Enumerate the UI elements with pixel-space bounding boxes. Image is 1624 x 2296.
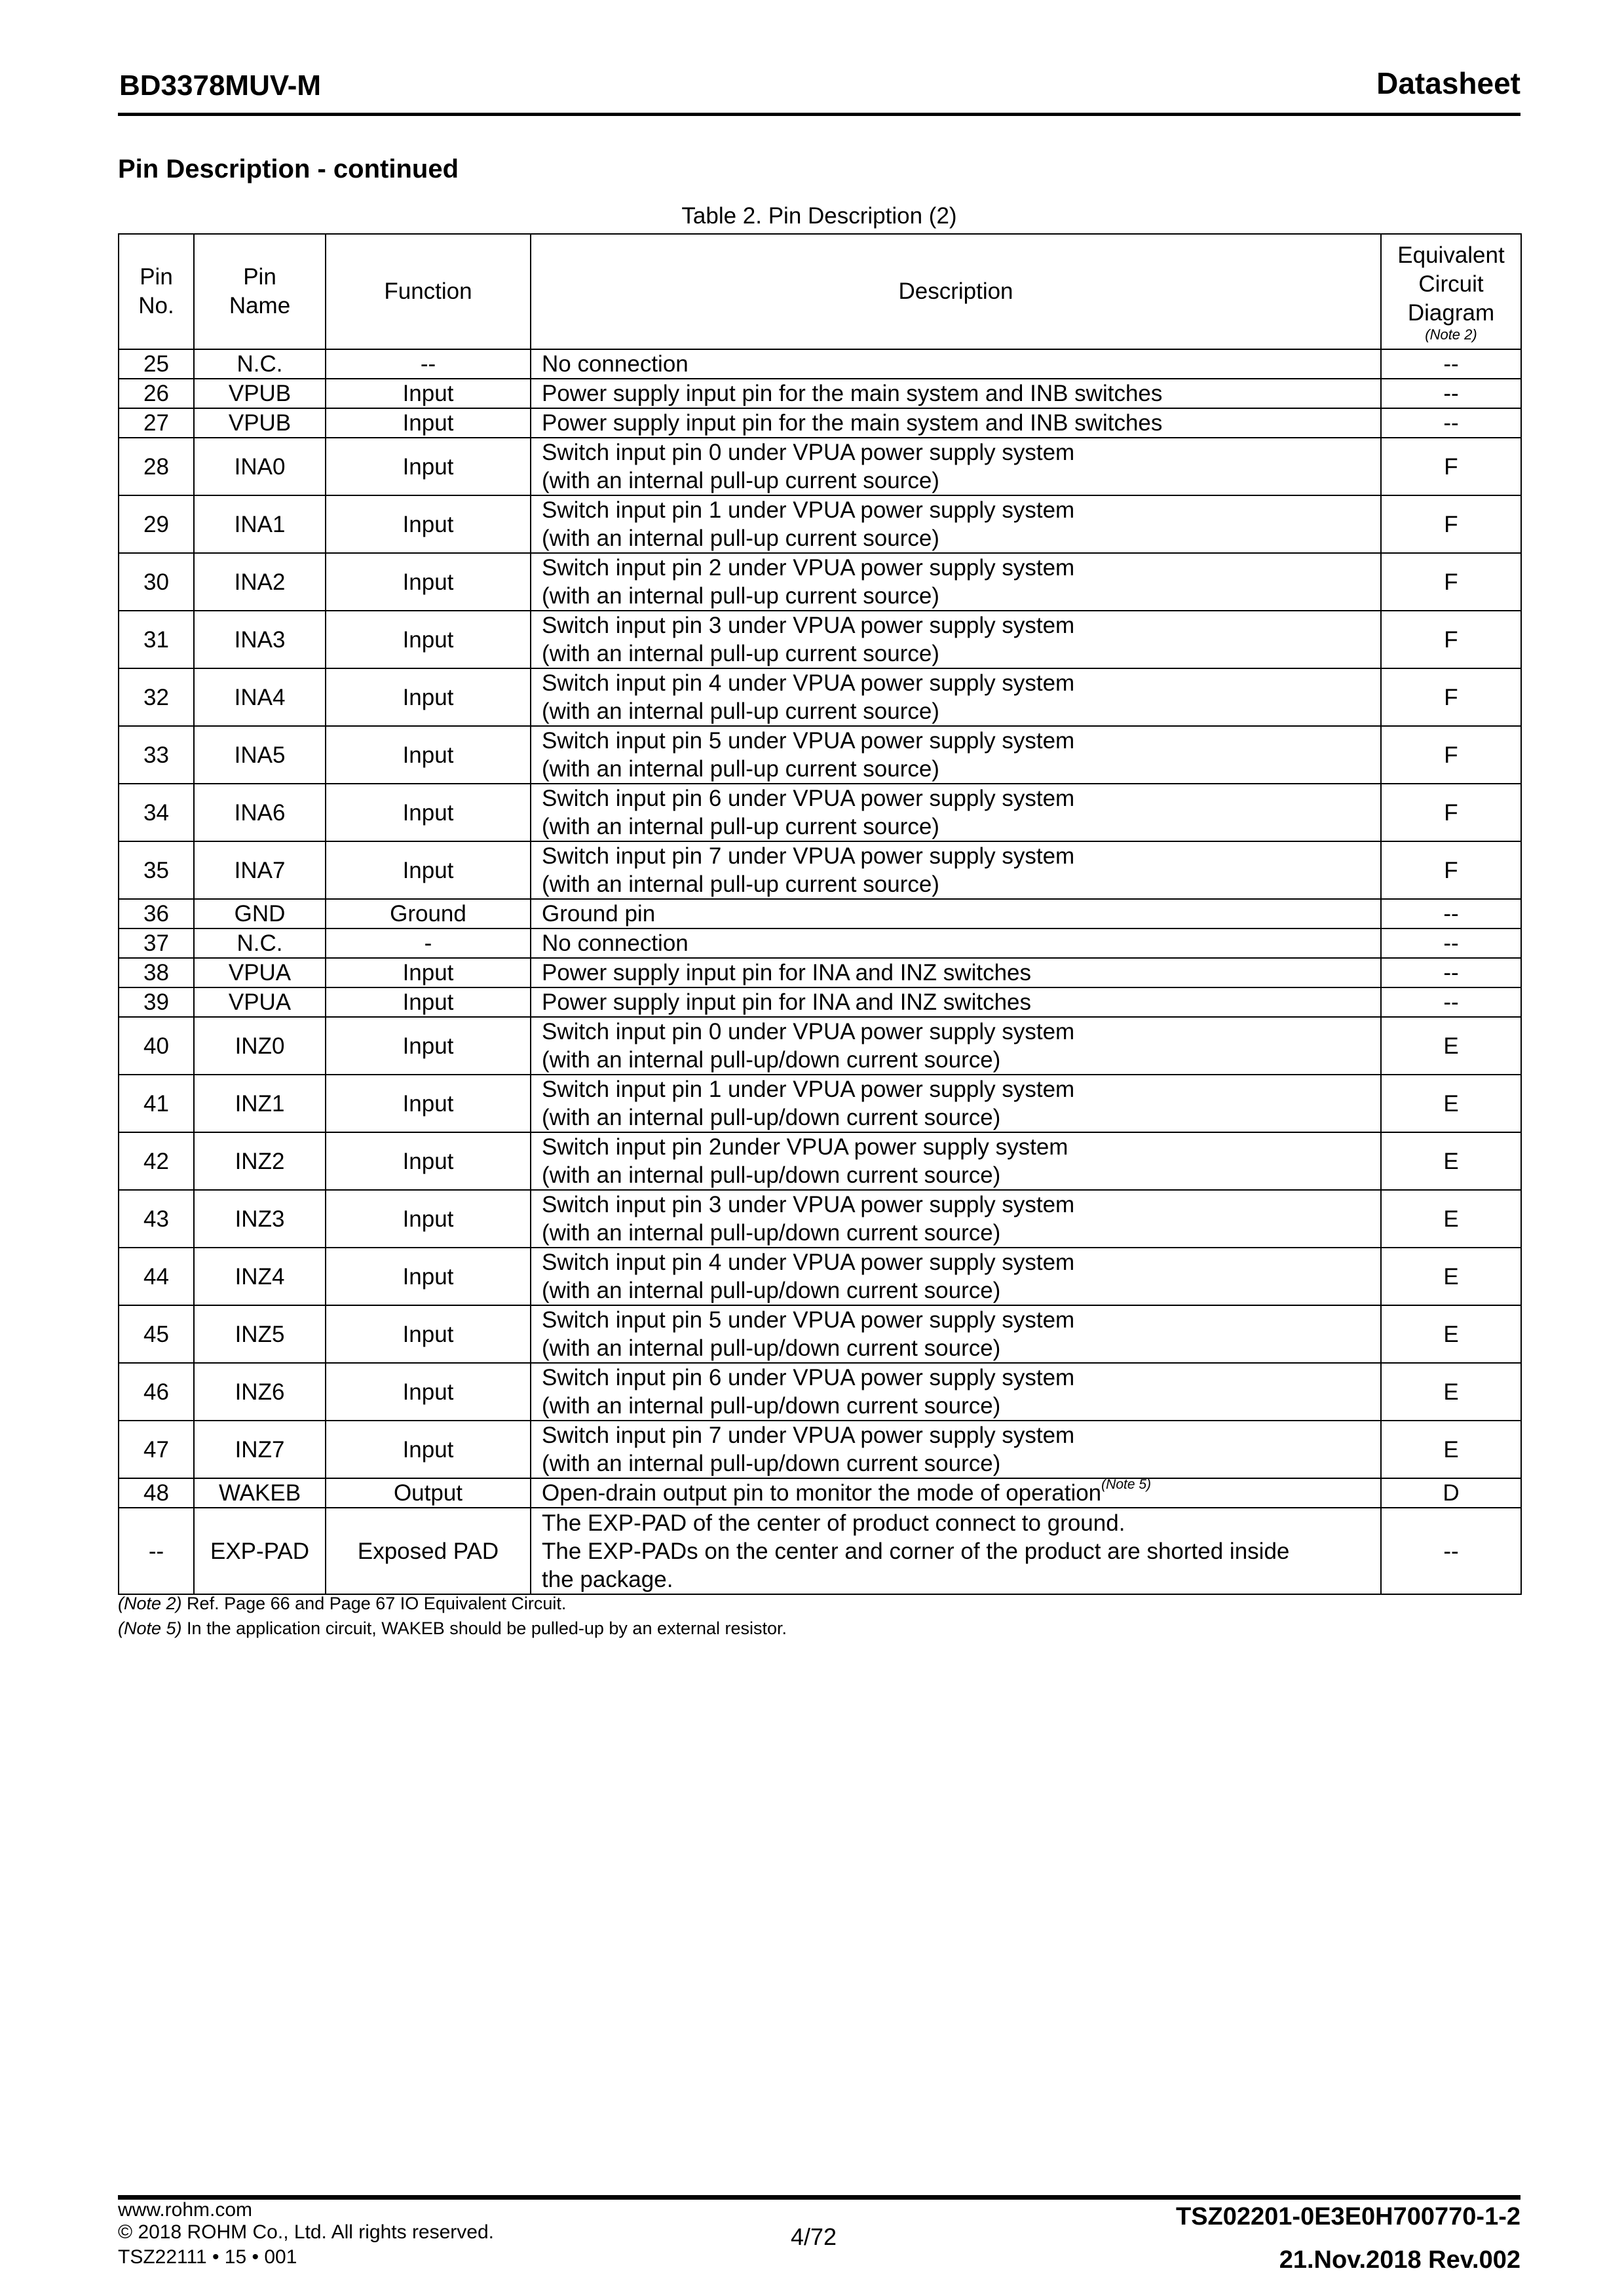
equivalent-circuit: F	[1381, 495, 1521, 553]
doc-number: TSZ02201-0E3E0H700770-1-2	[1175, 2203, 1520, 2230]
pin-name: INZ2	[194, 1132, 326, 1190]
description-line: Switch input pin 2 under VPUA power supply system	[542, 555, 1075, 581]
description-line: Switch input pin 7 under VPUA power supply system	[542, 1423, 1075, 1448]
pin-description	[531, 611, 1381, 668]
pin-function: Input	[326, 987, 531, 1017]
header-circuit	[1381, 234, 1521, 349]
description-line: The EXP-PADs on the center and corner of the product are shorted inside	[542, 1538, 1290, 1564]
table-row	[119, 1478, 1521, 1508]
pin-description	[531, 841, 1381, 899]
pin-function: Input	[326, 1190, 531, 1248]
description-line: Open-drain output pin to monitor the mode of operation	[542, 1480, 1102, 1506]
description-line: Ground pin	[542, 901, 656, 927]
description-line: (with an internal pull-up current source)	[542, 641, 939, 666]
footer-divider	[118, 2195, 1520, 2200]
equivalent-circuit: E	[1381, 1305, 1521, 1363]
equivalent-circuit: --	[1381, 349, 1521, 379]
equivalent-circuit: --	[1381, 408, 1521, 438]
pin-number: 31	[119, 611, 194, 668]
pin-number: 29	[119, 495, 194, 553]
pin-name: INZ4	[194, 1248, 326, 1305]
description-line: Switch input pin 4 under VPUA power supply system	[542, 1250, 1075, 1275]
section-title: Pin Description - continued	[118, 155, 459, 183]
table-row	[119, 899, 1521, 928]
table-row	[119, 1508, 1521, 1594]
description-line: Switch input pin 1 under VPUA power supply system	[542, 1077, 1075, 1102]
table-row	[119, 1017, 1521, 1075]
pin-description-table	[118, 233, 1522, 1595]
description-line: (with an internal pull-up current source)	[542, 871, 939, 897]
pin-function: Input	[326, 408, 531, 438]
pin-name: INZ7	[194, 1421, 326, 1478]
header-pin-name: Pin Name	[194, 234, 326, 349]
pin-name: WAKEB	[194, 1478, 326, 1508]
description-line: Power supply input pin for the main system and INB switches	[542, 410, 1163, 436]
pin-function: Input	[326, 611, 531, 668]
description-line: (with an internal pull-up/down current source)	[542, 1105, 1001, 1130]
description-line: No connection	[542, 930, 689, 956]
equivalent-circuit: F	[1381, 438, 1521, 495]
equivalent-circuit: E	[1381, 1132, 1521, 1190]
pin-function: Exposed PAD	[326, 1508, 531, 1594]
pin-name: INZ5	[194, 1305, 326, 1363]
note-text: In the application circuit, WAKEB should be pulled-up by an external resistor.	[181, 1618, 787, 1638]
pin-number: 44	[119, 1248, 194, 1305]
pin-description	[531, 379, 1381, 408]
pin-description	[531, 668, 1381, 726]
equivalent-circuit: D	[1381, 1478, 1521, 1508]
description-line: (with an internal pull-up/down current source)	[542, 1451, 1001, 1476]
table-row	[119, 784, 1521, 841]
equivalent-circuit: --	[1381, 379, 1521, 408]
header-description: Description	[531, 234, 1381, 349]
pin-description	[531, 1017, 1381, 1075]
description-line: Switch input pin 2under VPUA power supply system	[542, 1134, 1068, 1160]
description-line: the package.	[542, 1566, 673, 1592]
description-line: (with an internal pull-up/down current source)	[542, 1393, 1001, 1419]
table-row	[119, 495, 1521, 553]
description-line: (with an internal pull-up/down current source)	[542, 1335, 1001, 1361]
note-label: (Note 2)	[118, 1594, 182, 1613]
description-line: Switch input pin 5 under VPUA power supply system	[542, 1307, 1075, 1333]
pin-name: VPUB	[194, 379, 326, 408]
pin-name: INA3	[194, 611, 326, 668]
table-row	[119, 1190, 1521, 1248]
footer-copyright: © 2018 ROHM Co., Ltd. All rights reserved.	[118, 2221, 494, 2243]
pin-description	[531, 1248, 1381, 1305]
pin-description	[531, 495, 1381, 553]
pin-number: 36	[119, 899, 194, 928]
description-line: (with an internal pull-up current source)	[542, 698, 939, 724]
pin-function: Input	[326, 841, 531, 899]
pin-description	[531, 1190, 1381, 1248]
pin-name: INA1	[194, 495, 326, 553]
description-line: Switch input pin 6 under VPUA power supply system	[542, 1365, 1075, 1390]
note-reference: (Note 5)	[1101, 1477, 1152, 1492]
description-line: Power supply input pin for INA and INZ switches	[542, 989, 1032, 1015]
table-row	[119, 1132, 1521, 1190]
pin-name: VPUA	[194, 987, 326, 1017]
pin-name: INZ3	[194, 1190, 326, 1248]
equivalent-circuit: E	[1381, 1075, 1521, 1132]
pin-function: Input	[326, 379, 531, 408]
description-line: (with an internal pull-up/down current source)	[542, 1162, 1001, 1188]
date-revision: 21.Nov.2018 Rev.002	[1279, 2246, 1520, 2274]
footer-website[interactable]: www.rohm.com	[118, 2199, 253, 2221]
pin-name: GND	[194, 899, 326, 928]
description-line: (with an internal pull-up/down current source)	[542, 1278, 1001, 1303]
table-row	[119, 841, 1521, 899]
note-label: (Note 5)	[118, 1618, 182, 1638]
pin-description	[531, 987, 1381, 1017]
table-row	[119, 1421, 1521, 1478]
equivalent-circuit: F	[1381, 841, 1521, 899]
pin-name: N.C.	[194, 349, 326, 379]
pin-number: 35	[119, 841, 194, 899]
equivalent-circuit: E	[1381, 1017, 1521, 1075]
equivalent-circuit: E	[1381, 1421, 1521, 1478]
equivalent-circuit: E	[1381, 1248, 1521, 1305]
pin-function: Input	[326, 553, 531, 611]
description-line: (with an internal pull-up current source)	[542, 583, 939, 609]
pin-description	[531, 1363, 1381, 1421]
equivalent-circuit: F	[1381, 784, 1521, 841]
description-line: Switch input pin 3 under VPUA power supply system	[542, 1192, 1075, 1217]
description-line: The EXP-PAD of the center of product connect to ground.	[542, 1510, 1125, 1536]
header-function: Function	[326, 234, 531, 349]
pin-number: 45	[119, 1305, 194, 1363]
pin-number: 41	[119, 1075, 194, 1132]
pin-function: Input	[326, 1075, 531, 1132]
note-2	[118, 1594, 566, 1614]
pin-name: INZ1	[194, 1075, 326, 1132]
equivalent-circuit: E	[1381, 1363, 1521, 1421]
table-row	[119, 958, 1521, 987]
pin-function: Ground	[326, 899, 531, 928]
equivalent-circuit: --	[1381, 928, 1521, 958]
pin-number: 42	[119, 1132, 194, 1190]
equivalent-circuit: --	[1381, 987, 1521, 1017]
pin-number: 34	[119, 784, 194, 841]
pin-function: Input	[326, 438, 531, 495]
description-line: Switch input pin 6 under VPUA power supply system	[542, 786, 1075, 811]
pin-description	[531, 438, 1381, 495]
equivalent-circuit: --	[1381, 958, 1521, 987]
pin-name: INA2	[194, 553, 326, 611]
table-row	[119, 928, 1521, 958]
table-row	[119, 1305, 1521, 1363]
description-line: (with an internal pull-up current source)	[542, 756, 939, 782]
equivalent-circuit: F	[1381, 668, 1521, 726]
pin-description	[531, 726, 1381, 784]
description-line: Switch input pin 1 under VPUA power supply system	[542, 497, 1075, 523]
description-line: Switch input pin 0 under VPUA power supply system	[542, 440, 1075, 465]
description-line: Power supply input pin for INA and INZ switches	[542, 960, 1032, 985]
description-line: Switch input pin 4 under VPUA power supply system	[542, 670, 1075, 696]
description-line: Switch input pin 7 under VPUA power supply system	[542, 843, 1075, 869]
pin-function: Input	[326, 1017, 531, 1075]
pin-function: -	[326, 928, 531, 958]
description-line: (with an internal pull-up/down current source)	[542, 1220, 1001, 1246]
description-line: (with an internal pull-up current source)	[542, 814, 939, 839]
equivalent-circuit: --	[1381, 1508, 1521, 1594]
table-row	[119, 611, 1521, 668]
pin-name: INZ6	[194, 1363, 326, 1421]
description-line: Power supply input pin for the main system and INB switches	[542, 381, 1163, 406]
pin-description	[531, 349, 1381, 379]
pin-number: 27	[119, 408, 194, 438]
description-line: (with an internal pull-up current source)	[542, 526, 939, 551]
pin-function: Input	[326, 495, 531, 553]
table-row	[119, 553, 1521, 611]
pin-function: Output	[326, 1478, 531, 1508]
pin-description	[531, 1305, 1381, 1363]
table-row	[119, 1363, 1521, 1421]
note-5	[118, 1618, 787, 1639]
pin-description	[531, 958, 1381, 987]
description-line: Switch input pin 3 under VPUA power supply system	[542, 613, 1075, 638]
pin-number: 39	[119, 987, 194, 1017]
pin-description	[531, 1421, 1381, 1478]
header-circuit-note: (Note 2)	[1425, 326, 1477, 343]
pin-function: Input	[326, 958, 531, 987]
pin-description	[531, 784, 1381, 841]
pin-name: INA0	[194, 438, 326, 495]
table-row	[119, 379, 1521, 408]
pin-name: EXP-PAD	[194, 1508, 326, 1594]
pin-name: VPUA	[194, 958, 326, 987]
pin-number: 30	[119, 553, 194, 611]
page-number: 4/72	[791, 2223, 837, 2250]
pin-number: --	[119, 1508, 194, 1594]
table-body	[119, 349, 1521, 1594]
equivalent-circuit: --	[1381, 899, 1521, 928]
table-caption: Table 2. Pin Description (2)	[681, 203, 957, 229]
pin-number: 46	[119, 1363, 194, 1421]
table-row	[119, 668, 1521, 726]
pin-name: INA6	[194, 784, 326, 841]
pin-name: VPUB	[194, 408, 326, 438]
pin-description	[531, 1508, 1381, 1594]
pin-description	[531, 1478, 1381, 1508]
table-row	[119, 1248, 1521, 1305]
pin-description	[531, 928, 1381, 958]
header-circuit-label: Equivalent Circuit Diagram	[1397, 242, 1505, 326]
pin-name: INA4	[194, 668, 326, 726]
table-row	[119, 726, 1521, 784]
pin-number: 25	[119, 349, 194, 379]
pin-description	[531, 553, 1381, 611]
description-line: (with an internal pull-up/down current source)	[542, 1047, 1001, 1073]
pin-function: Input	[326, 668, 531, 726]
pin-number: 38	[119, 958, 194, 987]
pin-function: Input	[326, 726, 531, 784]
pin-function: Input	[326, 1248, 531, 1305]
description-line: Switch input pin 5 under VPUA power supply system	[542, 728, 1075, 754]
pin-function: Input	[326, 1421, 531, 1478]
table-header-row	[119, 234, 1521, 349]
pin-function: Input	[326, 1132, 531, 1190]
table-row	[119, 349, 1521, 379]
pin-number: 26	[119, 379, 194, 408]
note-text: Ref. Page 66 and Page 67 IO Equivalent Circuit.	[181, 1594, 567, 1613]
pin-number: 43	[119, 1190, 194, 1248]
pin-function: Input	[326, 1363, 531, 1421]
table-row	[119, 408, 1521, 438]
equivalent-circuit: F	[1381, 611, 1521, 668]
footer-code: TSZ22111 • 15 • 001	[118, 2246, 297, 2268]
pin-function: Input	[326, 784, 531, 841]
pin-number: 32	[119, 668, 194, 726]
equivalent-circuit: F	[1381, 726, 1521, 784]
table-row	[119, 1075, 1521, 1132]
pin-number: 28	[119, 438, 194, 495]
pin-name: INA5	[194, 726, 326, 784]
pin-number: 37	[119, 928, 194, 958]
pin-description	[531, 408, 1381, 438]
pin-number: 48	[119, 1478, 194, 1508]
description-line: (with an internal pull-up current source)	[542, 468, 939, 493]
pin-description	[531, 1132, 1381, 1190]
pin-description	[531, 1075, 1381, 1132]
pin-name: INZ0	[194, 1017, 326, 1075]
table-row	[119, 987, 1521, 1017]
pin-function: --	[326, 349, 531, 379]
header-divider	[118, 113, 1520, 116]
doc-type: Datasheet	[1376, 66, 1520, 100]
description-line: No connection	[542, 351, 689, 377]
description-line: Switch input pin 0 under VPUA power supply system	[542, 1019, 1075, 1044]
pin-number: 40	[119, 1017, 194, 1075]
equivalent-circuit: E	[1381, 1190, 1521, 1248]
table-row	[119, 438, 1521, 495]
pin-number: 33	[119, 726, 194, 784]
part-number: BD3378MUV-M	[119, 69, 322, 102]
pin-name: INA7	[194, 841, 326, 899]
pin-name: N.C.	[194, 928, 326, 958]
pin-number: 47	[119, 1421, 194, 1478]
header-pin-no: Pin No.	[119, 234, 194, 349]
pin-description	[531, 899, 1381, 928]
equivalent-circuit: F	[1381, 553, 1521, 611]
pin-function: Input	[326, 1305, 531, 1363]
